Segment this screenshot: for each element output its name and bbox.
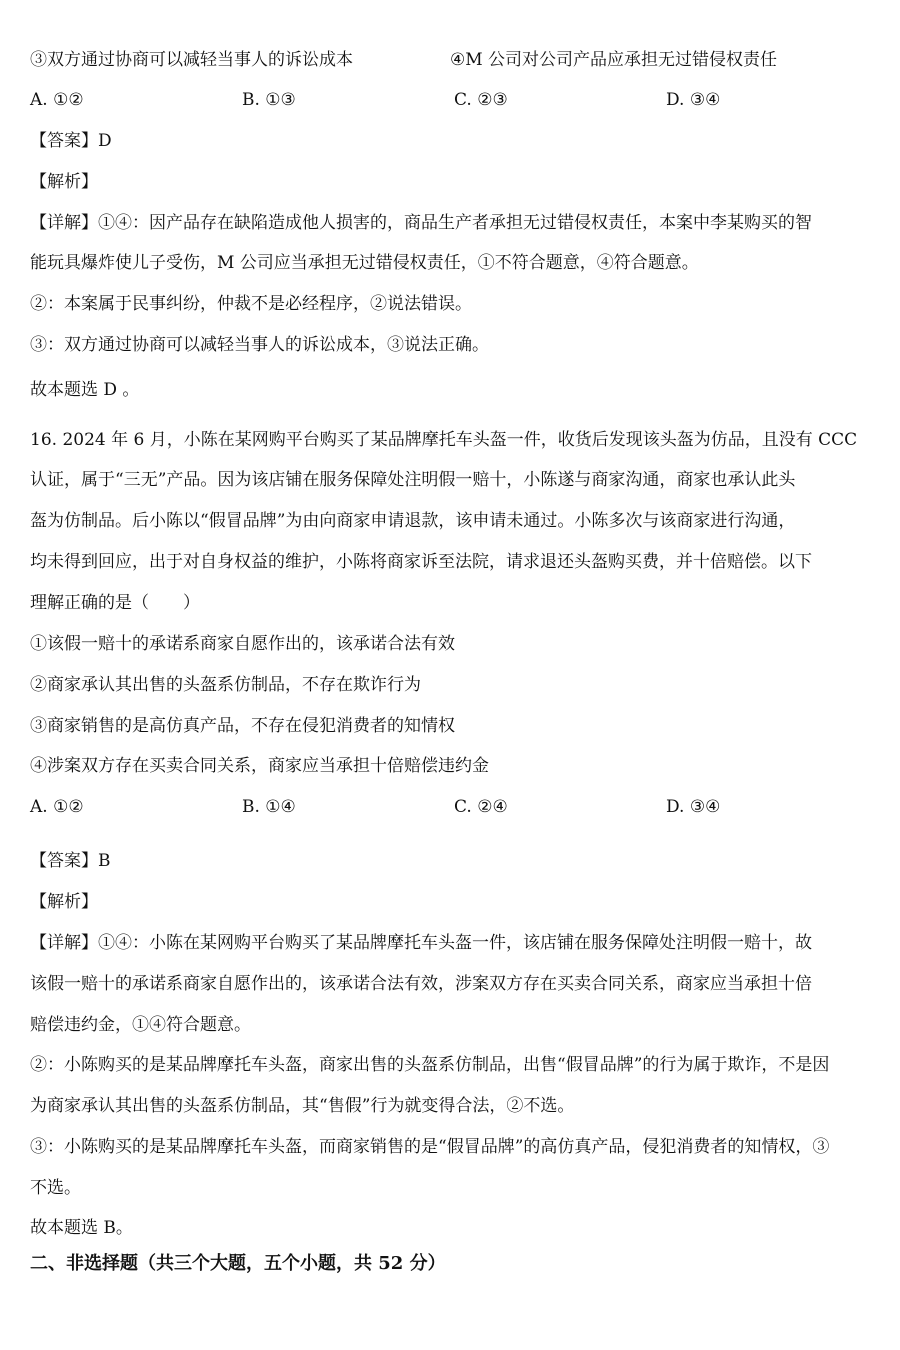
q16-detail-line-5: 为商家承认其出售的头盔系仿制品，其“售假”行为就变得合法，②不选。 [30,1096,575,1116]
q15-option-a: A. ①② [30,90,84,110]
q16-detail-line-4: ②：小陈购买的是某品牌摩托车头盔，商家出售的头盔系仿制品，出售“假冒品牌”的行为属于欺诈，不是因 [30,1055,830,1075]
q16-conclusion: 故本题选 B。 [30,1218,133,1238]
q16-analysis-label: 【解析】 [30,892,98,912]
q15-analysis-label: 【解析】 [30,172,98,192]
q16-detail-line-3: 赔偿违约金，①④符合题意。 [30,1015,251,1035]
q16-statement-1: ①该假一赔十的承诺系商家自愿作出的，该承诺合法有效 [30,634,455,654]
q15-detail-line-1: 【详解】①④：因产品存在缺陷造成他人损害的，商品生产者承担无过错侵权责任，本案中李某购买的智 [30,213,812,233]
q15-option-c: C. ②③ [454,90,508,110]
q16-option-c: C. ②④ [454,797,508,817]
q16-detail-line-7: 不选。 [30,1178,81,1198]
q15-statement-3: ③双方通过协商可以减轻当事人的诉讼成本 [30,50,353,70]
q16-stem-line-4: 均未得到回应，出于对自身权益的维护，小陈将商家诉至法院，请求退还头盔购买费，并十倍赔偿。以下 [30,552,812,572]
q16-statement-2: ②商家承认其出售的头盔系仿制品，不存在欺诈行为 [30,675,421,695]
q15-detail-line-4: ③：双方通过协商可以减轻当事人的诉讼成本，③说法正确。 [30,335,489,355]
q16-detail-line-1: 【详解】①④：小陈在某网购平台购买了某品牌摩托车头盔一件，该店铺在服务保障处注明假一赔十，故 [30,933,812,953]
q15-answer: 【答案】D [30,131,112,151]
q15-conclusion: 故本题选 D 。 [30,380,140,400]
q16-statement-3: ③商家销售的是高仿真产品，不存在侵犯消费者的知情权 [30,716,455,736]
q16-stem-line-3: 盔为仿制品。后小陈以“假冒品牌”为由向商家申请退款，该申请未通过。小陈多次与该商家进行沟通， [30,511,796,531]
q15-options [30,88,880,112]
q16-stem-line-5: 理解正确的是（ ） [30,593,200,613]
q16-detail-line-6: ③：小陈购买的是某品牌摩托车头盔，而商家销售的是“假冒品牌”的高仿真产品，侵犯消费者的知情权，③ [30,1137,830,1157]
q16-options [30,795,880,819]
q16-option-a: A. ①② [30,797,84,817]
q16-detail-line-2: 该假一赔十的承诺系商家自愿作出的，该承诺合法有效，涉案双方存在买卖合同关系，商家应当承担十倍 [30,974,812,994]
q16-option-d: D. ③④ [666,797,721,817]
q15-detail-line-3: ②：本案属于民事纠纷，仲裁不是必经程序，②说法错误。 [30,294,472,314]
q16-option-b: B. ①④ [242,797,296,817]
q16-stem-line-1: 16. 2024 年 6 月，小陈在某网购平台购买了某品牌摩托车头盔一件，收货后发现该头盔为仿品，且没有 CCC [30,430,858,450]
q15-option-b: B. ①③ [242,90,296,110]
q16-statement-4: ④涉案双方存在买卖合同关系，商家应当承担十倍赔偿违约金 [30,756,489,776]
q16-answer: 【答案】B [30,851,111,871]
q15-statements-row [30,48,880,72]
section-2-title: 二、非选择题（共三个大题，五个小题，共 52 分） [30,1253,446,1274]
q16-stem-line-2: 认证，属于“三无”产品。因为该店铺在服务保障处注明假一赔十，小陈遂与商家沟通，商家也承认此头 [30,470,796,490]
q15-statement-4: ④M 公司对公司产品应承担无过错侵权责任 [450,50,778,70]
q15-option-d: D. ③④ [666,90,721,110]
q15-detail-line-2: 能玩具爆炸使儿子受伤，M 公司应当承担无过错侵权责任，①不符合题意，④符合题意。 [30,253,699,273]
